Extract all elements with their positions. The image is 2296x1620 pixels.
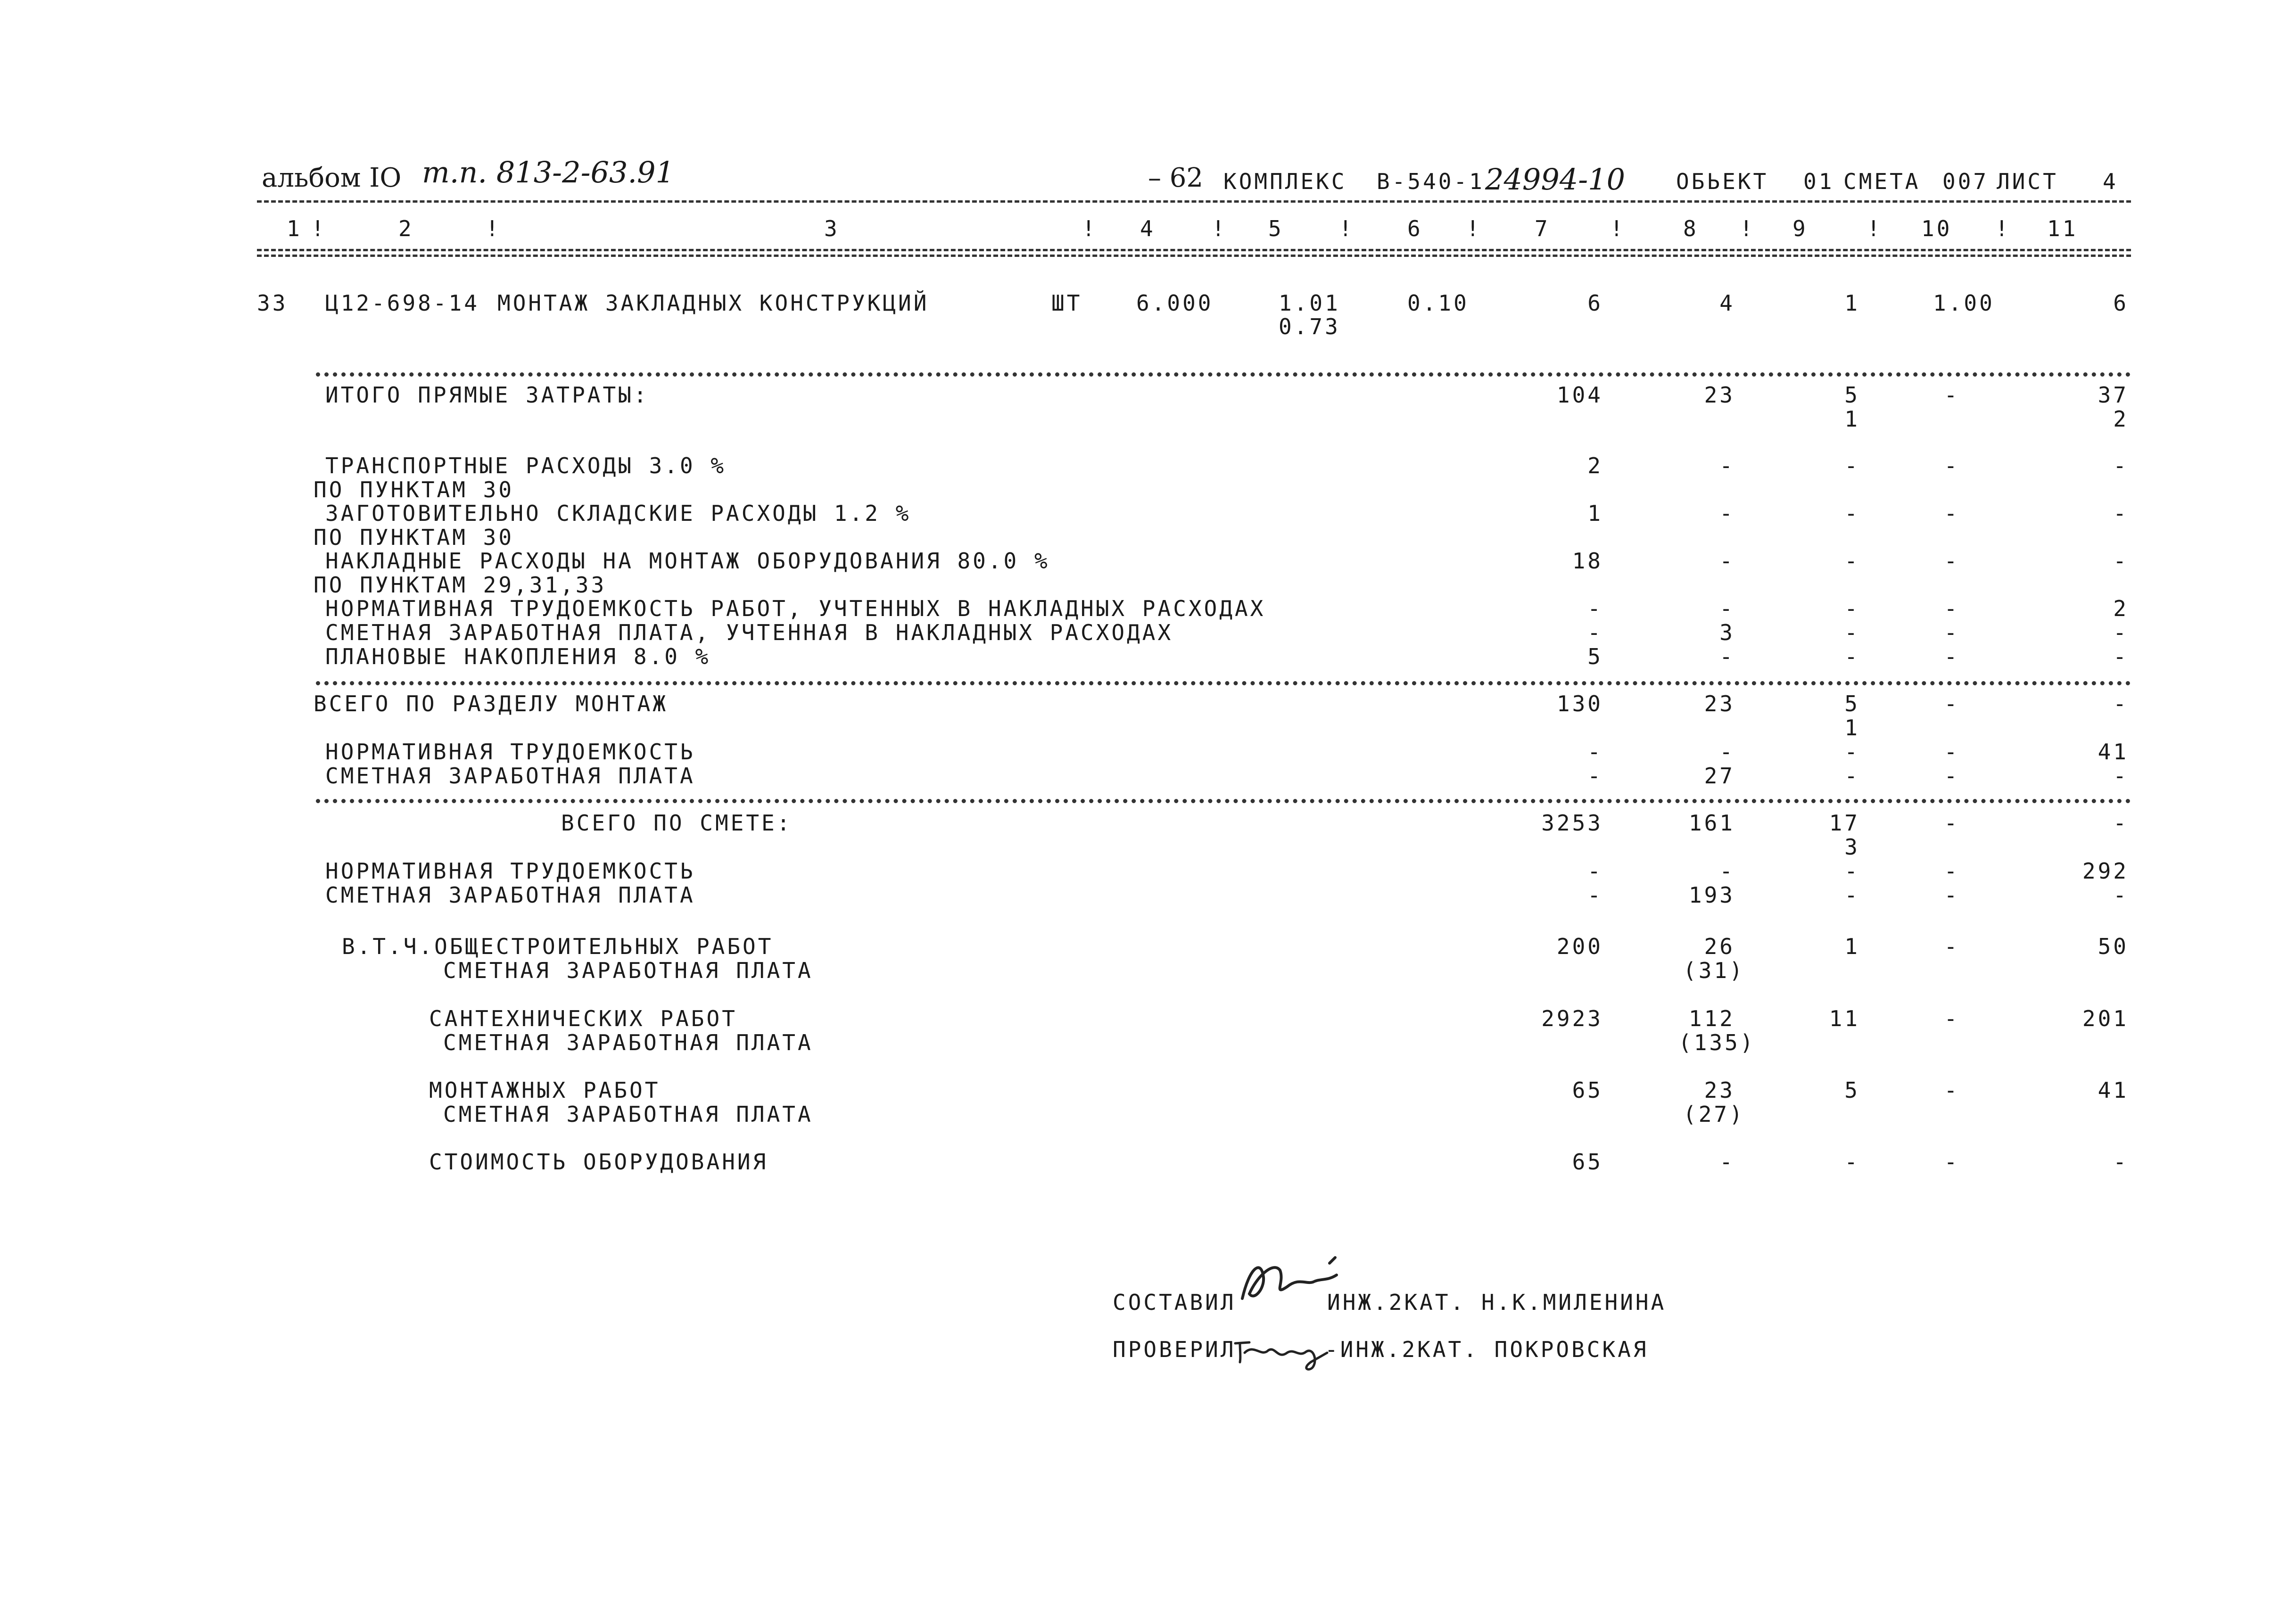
object-number: 01	[1803, 169, 1834, 194]
overhead-col10: -	[1944, 620, 1960, 645]
overhead-col7: 18	[1572, 548, 1603, 574]
direct-col9: 5	[1844, 382, 1860, 408]
object-label: ОБЬЕКТ	[1676, 169, 1769, 194]
total-wage-col10: -	[1944, 882, 1960, 908]
col-number: 2	[398, 216, 414, 241]
direct-col7: 104	[1556, 382, 1603, 408]
equipment-col11: -	[2113, 1149, 2129, 1175]
complex-code: В-540-1	[1377, 169, 1485, 194]
overhead-label: НАКЛАДНЫЕ РАСХОДЫ НА МОНТАЖ ОБОРУДОВАНИЯ 80.0 %	[325, 548, 1050, 574]
section-wage-col10: -	[1944, 763, 1960, 789]
overhead-col7: 2	[1587, 453, 1603, 478]
overhead-col10: -	[1944, 596, 1960, 621]
section-labor-col11: 41	[2098, 739, 2129, 765]
sanitary-col7: 2923	[1541, 1006, 1603, 1031]
equipment-label: СТОИМОСТЬ ОБОРУДОВАНИЯ	[429, 1149, 768, 1175]
total-labor-col10: -	[1944, 858, 1960, 884]
checked-label: ПРОВЕРИЛ	[1113, 1337, 1236, 1362]
overhead-col11: -	[2113, 501, 2129, 526]
section-col11: -	[2113, 691, 2129, 716]
item-col11: 6	[2113, 290, 2129, 316]
overhead-col8: 3	[1719, 620, 1735, 645]
mounting-col7: 65	[1572, 1077, 1603, 1103]
dotted-separator	[316, 372, 2131, 377]
overhead-col10: -	[1944, 501, 1960, 526]
item-name: МОНТАЖ ЗАКЛАДНЫХ КОНСТРУКЦИЙ	[497, 290, 929, 316]
section-total-label: ВСЕГО ПО РАЗДЕЛУ МОНТАЖ	[314, 691, 668, 716]
total-wage-col8: 193	[1688, 882, 1735, 908]
overhead-col8: -	[1719, 453, 1735, 478]
section-labor-col7: -	[1587, 739, 1603, 765]
sanitary-col11: 201	[2082, 1006, 2129, 1031]
total-labor-col8: -	[1719, 858, 1735, 884]
total-labor-col11: 292	[2082, 858, 2129, 884]
overhead-col9: -	[1844, 644, 1860, 669]
overhead-col11: -	[2113, 644, 2129, 669]
item-col8: 4	[1719, 290, 1735, 316]
dotted-separator	[316, 681, 2131, 685]
overhead-label: ЗАГОТОВИТЕЛЬНО СКЛАДСКИЕ РАСХОДЫ 1.2 %	[325, 501, 911, 526]
col-number: 7	[1535, 216, 1550, 241]
header-rule-bottom-1	[257, 249, 2131, 251]
overhead-label: ПО ПУНКТАМ 30	[314, 525, 514, 550]
item-col5-bottom: 0.73	[1279, 314, 1340, 339]
equipment-col8: -	[1719, 1149, 1735, 1175]
mounting-wage-label: СМЕТНАЯ ЗАРАБОТНАЯ ПЛАТА	[443, 1102, 813, 1127]
compiled-label: СОСТАВИЛ	[1113, 1290, 1236, 1315]
overhead-label: НОРМАТИВНАЯ ТРУДОЕМКОСТЬ РАБОТ, УЧТЕННЫХ В НАКЛАДНЫХ РАСХОДАХ	[325, 596, 1266, 621]
total-col10: -	[1944, 810, 1960, 836]
total-labor-label: НОРМАТИВНАЯ ТРУДОЕМКОСТЬ	[325, 858, 695, 884]
overhead-col9: -	[1844, 501, 1860, 526]
col-separator: !	[1867, 216, 1883, 241]
direct-col9-sub: 1	[1844, 406, 1860, 432]
overhead-col8: -	[1719, 548, 1735, 574]
sanitary-label: САНТЕХНИЧЕСКИХ РАБОТ	[429, 1006, 737, 1031]
section-labor-col8: -	[1719, 739, 1735, 765]
section-wage-col9: -	[1844, 763, 1860, 789]
col-number: 4	[1140, 216, 1156, 241]
compiled-by: ИНЖ.2КАТ. Н.К.МИЛЕНИНА	[1327, 1290, 1667, 1315]
overhead-label: ТРАНСПОРТНЫЕ РАСХОДЫ 3.0 %	[325, 453, 727, 478]
section-wage-col11: -	[2113, 763, 2129, 789]
overhead-col10: -	[1944, 453, 1960, 478]
col-number: 3	[824, 216, 840, 241]
col-number: 8	[1683, 216, 1699, 241]
overhead-col11: -	[2113, 620, 2129, 645]
checked-signature	[1231, 1324, 1334, 1376]
sheet-label: ЛИСТ	[1997, 169, 2058, 194]
general-col8: 26	[1704, 934, 1735, 959]
direct-col11-sub: 2	[2113, 406, 2129, 432]
overhead-col9: -	[1844, 596, 1860, 621]
complex-label: КОМПЛЕКС	[1223, 169, 1347, 194]
sanitary-col9: 11	[1829, 1006, 1860, 1031]
section-wage-col7: -	[1587, 763, 1603, 789]
estimate-total-label: ВСЕГО ПО СМЕТЕ:	[561, 810, 793, 836]
item-col10: 1.00	[1933, 290, 1995, 316]
col-number: 5	[1268, 216, 1284, 241]
total-labor-col9: -	[1844, 858, 1860, 884]
total-wage-col11: -	[2113, 882, 2129, 908]
col-number: 9	[1792, 216, 1808, 241]
col-number: 10	[1921, 216, 1952, 241]
direct-col8: 23	[1704, 382, 1735, 408]
general-wage-label: СМЕТНАЯ ЗАРАБОТНАЯ ПЛАТА	[443, 958, 813, 983]
overhead-col8: -	[1719, 501, 1735, 526]
album-label: альбом IO	[262, 163, 402, 193]
total-col8: 161	[1688, 810, 1735, 836]
total-col11: -	[2113, 810, 2129, 836]
section-labor-col10: -	[1944, 739, 1960, 765]
total-labor-col7: -	[1587, 858, 1603, 884]
overhead-col10: -	[1944, 644, 1960, 669]
sanitary-col10: -	[1944, 1006, 1960, 1031]
general-col10: -	[1944, 934, 1960, 959]
item-code: Ц12-698-14	[325, 290, 479, 316]
general-col8-wage: (31)	[1683, 958, 1745, 983]
section-labor-col9: -	[1844, 739, 1860, 765]
section-col7: 130	[1556, 691, 1603, 716]
overhead-col9: -	[1844, 620, 1860, 645]
direct-col11: 37	[2098, 382, 2129, 408]
section-labor-label: НОРМАТИВНАЯ ТРУДОЕМКОСТЬ	[325, 739, 695, 765]
tp-number-handwritten: т.п. 813-2-63.91	[422, 155, 675, 189]
sanitary-col8-wage: (135)	[1678, 1030, 1756, 1055]
col-number: 6	[1407, 216, 1423, 241]
mounting-col8-wage: (27)	[1683, 1102, 1745, 1127]
smeta-label: СМЕТА	[1843, 169, 1921, 194]
header-rule-bottom-2	[257, 255, 2131, 257]
section-col8: 23	[1704, 691, 1735, 716]
equipment-col9: -	[1844, 1149, 1860, 1175]
mounting-col9: 5	[1844, 1077, 1860, 1103]
overhead-col7: 1	[1587, 501, 1603, 526]
equipment-col7: 65	[1572, 1149, 1603, 1175]
overhead-col11: -	[2113, 453, 2129, 478]
overhead-label: ПО ПУНКТАМ 29,31,33	[314, 572, 607, 598]
overhead-col8: -	[1719, 644, 1735, 669]
section-col9-sub: 1	[1844, 715, 1860, 740]
general-col9: 1	[1844, 934, 1860, 959]
item-col7: 6	[1587, 290, 1603, 316]
page-number: – 62	[1148, 163, 1204, 193]
total-col9-sub: 3	[1844, 834, 1860, 860]
item-number: 33	[257, 290, 288, 316]
item-unit: ШТ	[1051, 290, 1082, 316]
section-col10: -	[1944, 691, 1960, 716]
total-wage-label: СМЕТНАЯ ЗАРАБОТНАЯ ПЛАТА	[325, 882, 695, 908]
total-col7: 3253	[1541, 810, 1603, 836]
item-col5-top: 1.01	[1279, 290, 1340, 316]
section-col9: 5	[1844, 691, 1860, 716]
sanitary-wage-label: СМЕТНАЯ ЗАРАБОТНАЯ ПЛАТА	[443, 1030, 813, 1055]
overhead-col10: -	[1944, 548, 1960, 574]
overhead-label: СМЕТНАЯ ЗАРАБОТНАЯ ПЛАТА, УЧТЕННАЯ В НАКЛАДНЫХ РАСХОДАХ	[325, 620, 1173, 645]
col-separator: !	[1082, 216, 1098, 241]
col-number: 1	[287, 216, 302, 241]
header-rule-top	[257, 200, 2131, 203]
overhead-col11: -	[2113, 548, 2129, 574]
smeta-number: 007	[1942, 169, 1989, 194]
col-separator: !	[311, 216, 327, 241]
mounting-col11: 41	[2098, 1077, 2129, 1103]
dotted-separator	[316, 799, 2131, 803]
section-wage-col8: 27	[1704, 763, 1735, 789]
general-col11: 50	[2098, 934, 2129, 959]
overhead-label: ПЛАНОВЫЕ НАКОПЛЕНИЯ 8.0 %	[325, 644, 711, 669]
item-col6: 0.10	[1407, 290, 1469, 316]
mounting-col8: 23	[1704, 1077, 1735, 1103]
item-col9: 1	[1844, 290, 1860, 316]
direct-col10: -	[1944, 382, 1960, 408]
col-number: 11	[2047, 216, 2078, 241]
total-wage-col9: -	[1844, 882, 1860, 908]
overhead-col7: -	[1587, 620, 1603, 645]
overhead-col9: -	[1844, 548, 1860, 574]
total-col9: 17	[1829, 810, 1860, 836]
col-separator: !	[1466, 216, 1482, 241]
overhead-col8: -	[1719, 596, 1735, 621]
overhead-col9: -	[1844, 453, 1860, 478]
breakdown-intro: В.Т.Ч.ОБЩЕСТРОИТЕЛЬНЫХ РАБОТ	[342, 934, 774, 959]
overhead-col7: 5	[1587, 644, 1603, 669]
equipment-col10: -	[1944, 1149, 1960, 1175]
total-wage-col7: -	[1587, 882, 1603, 908]
direct-costs-label: ИТОГО ПРЯМЫЕ ЗАТРАТЫ:	[325, 382, 649, 408]
mounting-col10: -	[1944, 1077, 1960, 1103]
sheet-number: 4	[2103, 169, 2118, 194]
col-separator: !	[1339, 216, 1354, 241]
overhead-label: ПО ПУНКТАМ 30	[314, 477, 514, 502]
overhead-col7: -	[1587, 596, 1603, 621]
col-separator: !	[1995, 216, 2011, 241]
col-separator: !	[1740, 216, 1755, 241]
col-separator: !	[1610, 216, 1626, 241]
overhead-col11: 2	[2113, 596, 2129, 621]
mounting-label: МОНТАЖНЫХ РАБОТ	[429, 1077, 661, 1103]
complex-code-handwritten: 24994-10	[1485, 162, 1626, 197]
sanitary-col8: 112	[1688, 1006, 1735, 1031]
col-separator: !	[486, 216, 501, 241]
checked-by: -ИНЖ.2КАТ. ПОКРОВСКАЯ	[1325, 1337, 1649, 1362]
general-col7: 200	[1556, 934, 1603, 959]
section-wage-label: СМЕТНАЯ ЗАРАБОТНАЯ ПЛАТА	[325, 763, 695, 789]
col-separator: !	[1212, 216, 1227, 241]
item-quantity: 6.000	[1136, 290, 1214, 316]
